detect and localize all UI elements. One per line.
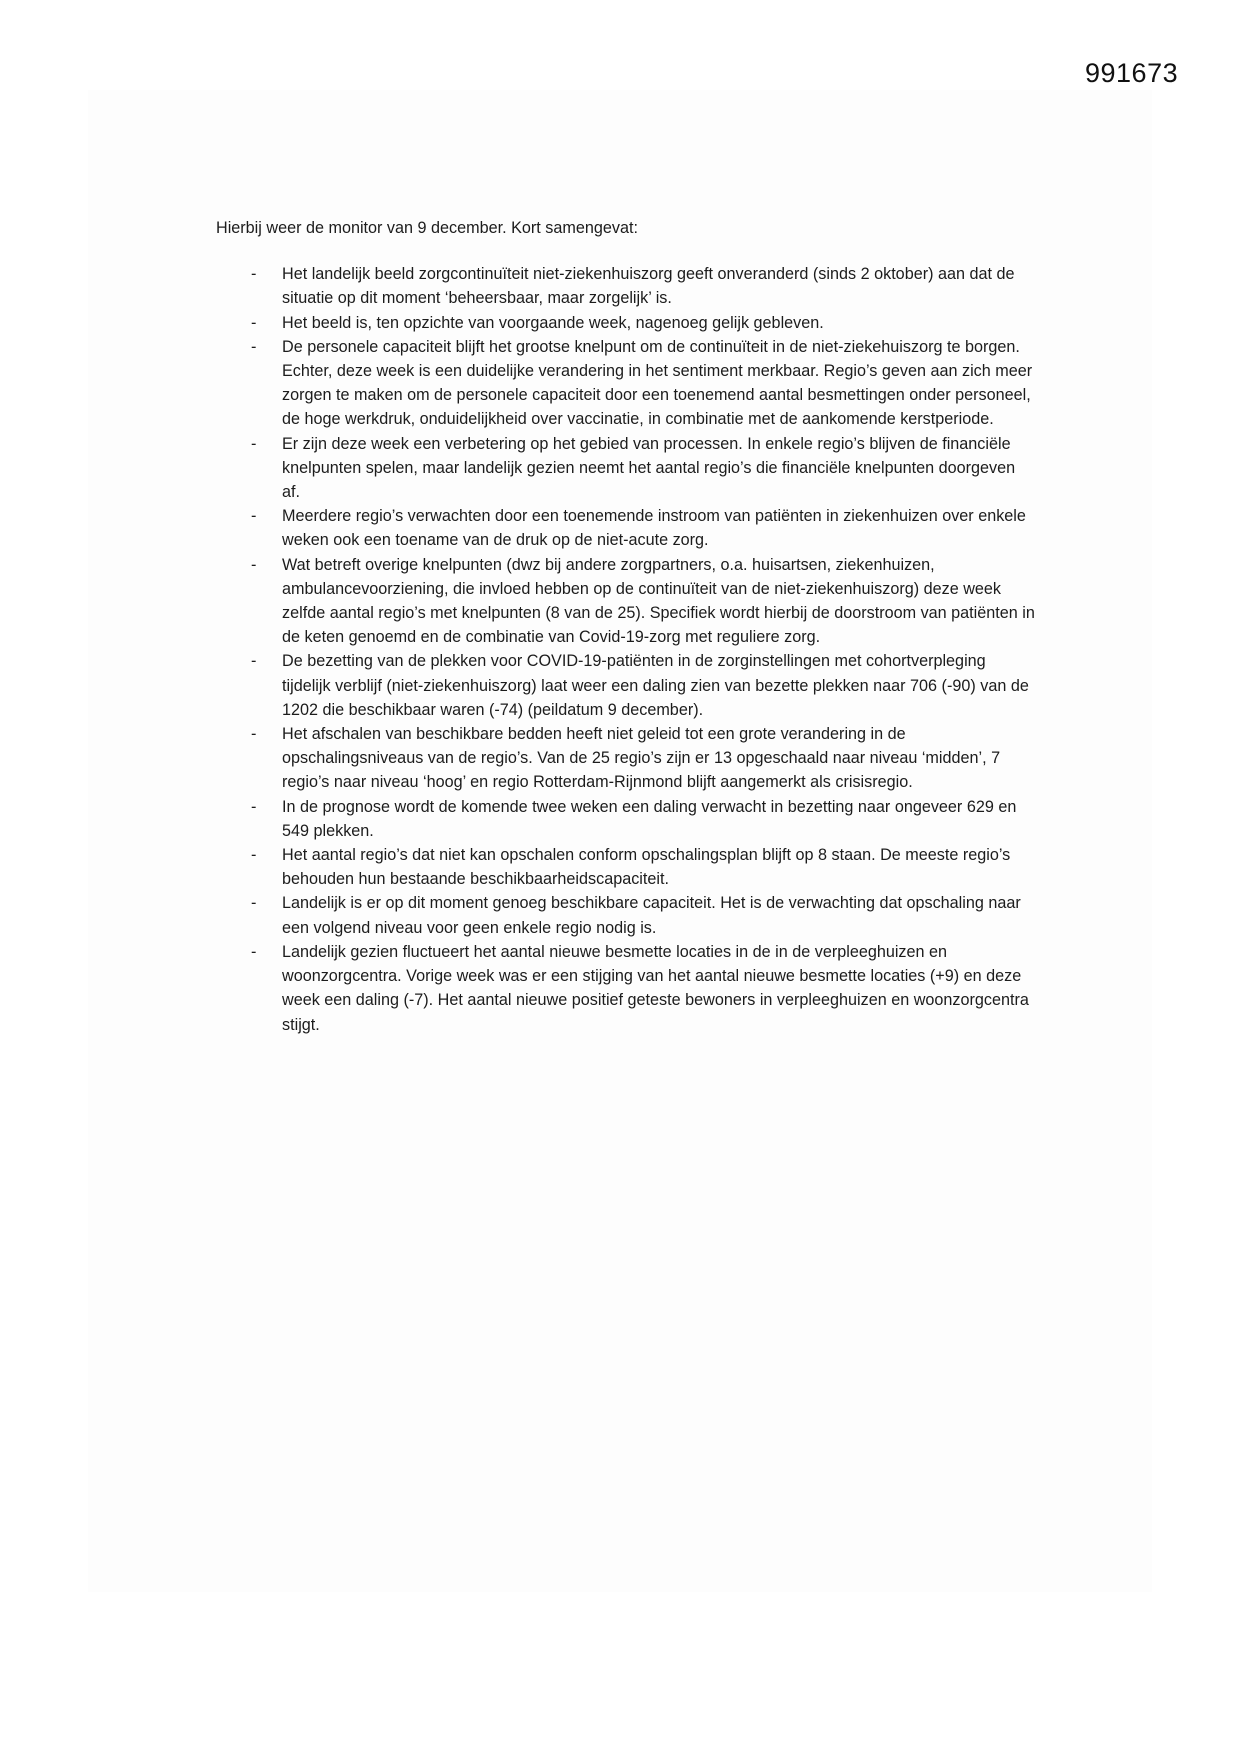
document-id: 991673 (1085, 58, 1179, 88)
list-item (216, 504, 1036, 552)
list-item (216, 722, 1036, 795)
list-item-text: Het aantal regio’s dat niet kan opschalen conform opschalingsplan blijft op 8 staan. De meeste regio’s behouden hun bestaande beschikbaarheidscapaciteit. (282, 846, 1011, 889)
list-item (216, 262, 1036, 310)
list-item (216, 311, 1036, 335)
bullet-dash: - (251, 434, 257, 453)
bullet-dash: - (251, 846, 257, 865)
list-item-text: Landelijk gezien fluctueert het aantal nieuwe besmette locaties in de in de verpleeghuizen en woonzorgcentra. Vorige week was er een stijging van het aantal nieuwe besmette locaties (+9) en deze week een daling (-7). Het aantal nieuwe positief geteste bewoners in verpleeghuizen en woonzorgcentra stijgt. (282, 942, 1029, 1034)
list-item-text: Het beeld is, ten opzichte van voorgaande week, nagenoeg gelijk gebleven. (282, 313, 824, 332)
summary-list (216, 262, 1036, 1037)
list-item (216, 649, 1036, 722)
document-body (216, 216, 1036, 1037)
list-item-text: Landelijk is er op dit moment genoeg beschikbare capaciteit. Het is de verwachting dat opschaling naar een volgend niveau voor geen enkele regio nodig is. (282, 894, 1021, 937)
bullet-dash: - (251, 894, 257, 913)
list-item-text: Er zijn deze week een verbetering op het gebied van processen. In enkele regio’s blijven de financiële knelpunten spelen, maar landelijk gezien neemt het aantal regio’s die financiële knelpunten doorgeven af. (282, 434, 1016, 502)
list-item-text: De personele capaciteit blijft het grootse knelpunt om de continuïteit in de niet-ziekehuiszorg te borgen. Echter, deze week is een duidelijke verandering in het sentiment merkbaar. Regio’s geven aan zich meer zorgen te maken om de personele capaciteit door een toenemend aantal besmettingen onder personeel, de hoge werkdruk, onduidelijkheid over vaccinatie, in combinatie met de aankomende kerstperiode. (282, 337, 1033, 429)
list-item (216, 891, 1036, 939)
intro-paragraph: Hierbij weer de monitor van 9 december. Kort samengevat: (216, 219, 638, 237)
bullet-dash: - (251, 797, 257, 816)
bullet-dash: - (251, 652, 257, 671)
bullet-dash: - (251, 265, 257, 284)
bullet-dash: - (251, 725, 257, 744)
bullet-dash: - (251, 313, 257, 332)
bullet-dash: - (251, 555, 257, 574)
list-item-text: Het landelijk beeld zorgcontinuïteit niet-ziekenhuiszorg geeft onveranderd (sinds 2 oktober) aan dat de situatie op dit moment ‘beheersbaar, maar zorgelijk’ is. (282, 265, 1015, 308)
list-item (216, 843, 1036, 891)
list-item (216, 432, 1036, 505)
list-item-text: Meerdere regio’s verwachten door een toenemende instroom van patiënten in ziekenhuizen over enkele weken ook een toename van de druk op de niet-acute zorg. (282, 507, 1026, 550)
bullet-dash: - (251, 507, 257, 526)
list-item-text: Wat betreft overige knelpunten (dwz bij andere zorgpartners, o.a. huisartsen, ziekenhuizen, ambulancevoorziening, die invloed hebben op de continuïteit van de niet-ziekenhuiszorg) deze week zelfde aantal regio’s met knelpunten (8 van de 25). Specifiek wordt hierbij de doorstroom van patiënten in de keten genoemd en de combinatie van Covid-19-zorg met reguliere zorg. (282, 555, 1035, 647)
list-item (216, 795, 1036, 843)
list-item (216, 553, 1036, 650)
list-item (216, 940, 1036, 1037)
bullet-dash: - (251, 337, 257, 356)
list-item (216, 335, 1036, 432)
bullet-dash: - (251, 942, 257, 961)
list-item-text: Het afschalen van beschikbare bedden heeft niet geleid tot een grote verandering in de opschalingsniveaus van de regio’s. Van de 25 regio’s zijn er 13 opgeschaald naar niveau ‘midden’, 7 regio’s naar niveau ‘hoog’ en regio Rotterdam-Rijnmond blijft aangemerkt als crisisregio. (282, 725, 1001, 792)
list-item-text: De bezetting van de plekken voor COVID-19-patiënten in de zorginstellingen met cohortverpleging tijdelijk verblijf (niet-ziekenhuiszorg) laat weer een daling zien van bezette plekken naar 706 (-90) van de 1202 die beschikbaar waren (-74) (peildatum 9 december). (282, 652, 1029, 719)
list-item-text: In de prognose wordt de komende twee weken een daling verwacht in bezetting naar ongeveer 629 en 549 plekken. (282, 797, 1017, 840)
